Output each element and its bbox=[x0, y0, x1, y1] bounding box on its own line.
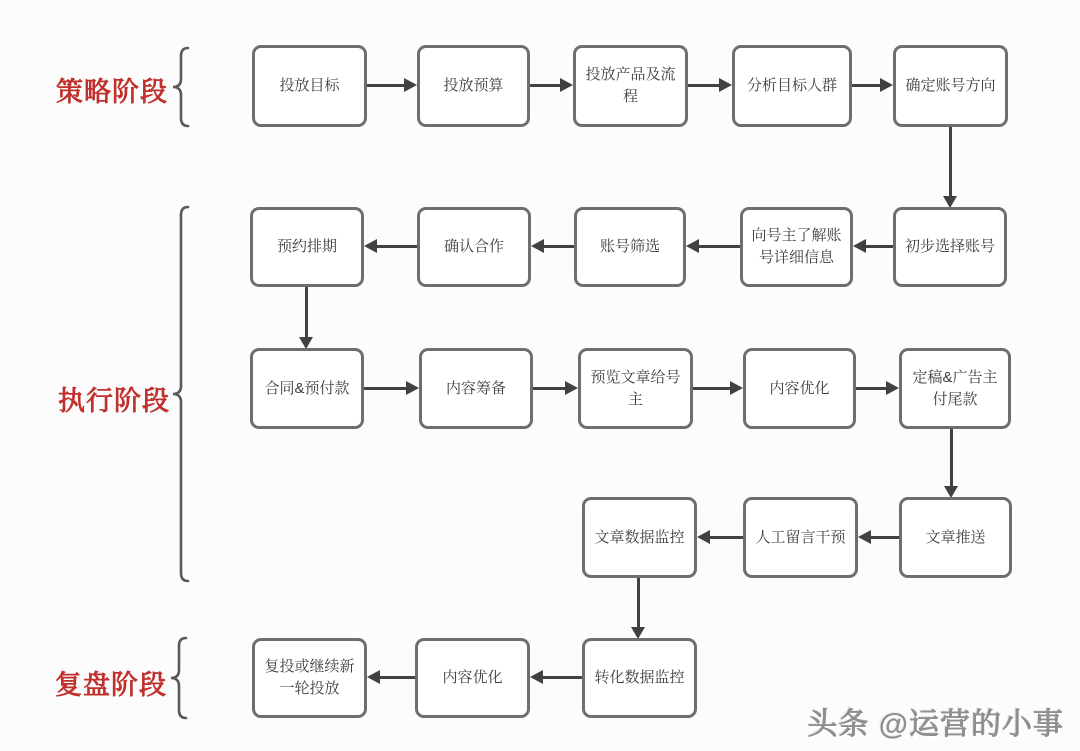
phase-label-execution: 执行阶段 bbox=[58, 386, 170, 416]
flow-node: 预览文章给号主 bbox=[578, 348, 693, 429]
phase-brace-strategy bbox=[170, 46, 192, 128]
arrow-right-icon bbox=[367, 84, 404, 87]
arrow-left-icon bbox=[380, 676, 415, 679]
flow-node: 内容筹备 bbox=[419, 348, 533, 429]
arrow-down-icon bbox=[637, 578, 640, 627]
arrow-down-icon bbox=[305, 287, 308, 337]
arrow-right-icon bbox=[533, 387, 565, 390]
arrow-left-icon bbox=[871, 536, 899, 539]
arrow-left-icon bbox=[710, 536, 743, 539]
flow-node: 向号主了解账号详细信息 bbox=[740, 207, 853, 287]
arrow-right-icon bbox=[364, 387, 406, 390]
phase-label-review: 复盘阶段 bbox=[55, 670, 167, 700]
flow-node: 内容优化 bbox=[743, 348, 856, 429]
flow-node: 转化数据监控 bbox=[582, 638, 697, 718]
flow-node: 投放产品及流程 bbox=[573, 45, 688, 127]
flow-node: 人工留言干预 bbox=[743, 497, 858, 578]
flow-node: 内容优化 bbox=[415, 638, 530, 718]
flow-node: 确认合作 bbox=[417, 207, 531, 287]
flow-node: 初步选择账号 bbox=[893, 207, 1007, 287]
arrow-right-icon bbox=[693, 387, 730, 390]
arrow-left-icon bbox=[377, 245, 417, 248]
flow-node: 投放目标 bbox=[252, 45, 367, 127]
flow-node: 投放预算 bbox=[417, 45, 530, 127]
phase-brace-review bbox=[168, 636, 190, 720]
arrow-left-icon bbox=[866, 245, 893, 248]
flow-node: 文章推送 bbox=[899, 497, 1012, 578]
flow-node: 账号筛选 bbox=[574, 207, 686, 287]
arrow-right-icon bbox=[856, 387, 886, 390]
arrow-right-icon bbox=[852, 84, 880, 87]
flow-node: 合同&预付款 bbox=[250, 348, 364, 429]
arrow-right-icon bbox=[688, 84, 719, 87]
arrow-right-icon bbox=[530, 84, 560, 87]
phase-label-strategy: 策略阶段 bbox=[56, 77, 168, 107]
flow-node: 复投或继续新一轮投放 bbox=[252, 638, 367, 718]
flow-node: 文章数据监控 bbox=[582, 497, 697, 578]
arrow-down-icon bbox=[950, 429, 953, 486]
flow-node: 分析目标人群 bbox=[732, 45, 852, 127]
arrow-left-icon bbox=[699, 245, 740, 248]
watermark: 头条 @运营的小事 bbox=[807, 708, 1064, 741]
flow-node: 预约排期 bbox=[250, 207, 364, 287]
arrow-left-icon bbox=[544, 245, 574, 248]
arrow-left-icon bbox=[543, 676, 582, 679]
phase-brace-execution bbox=[170, 205, 194, 583]
flow-node: 定稿&广告主付尾款 bbox=[899, 348, 1011, 429]
arrow-down-icon bbox=[949, 127, 952, 196]
flow-node: 确定账号方向 bbox=[893, 45, 1008, 127]
